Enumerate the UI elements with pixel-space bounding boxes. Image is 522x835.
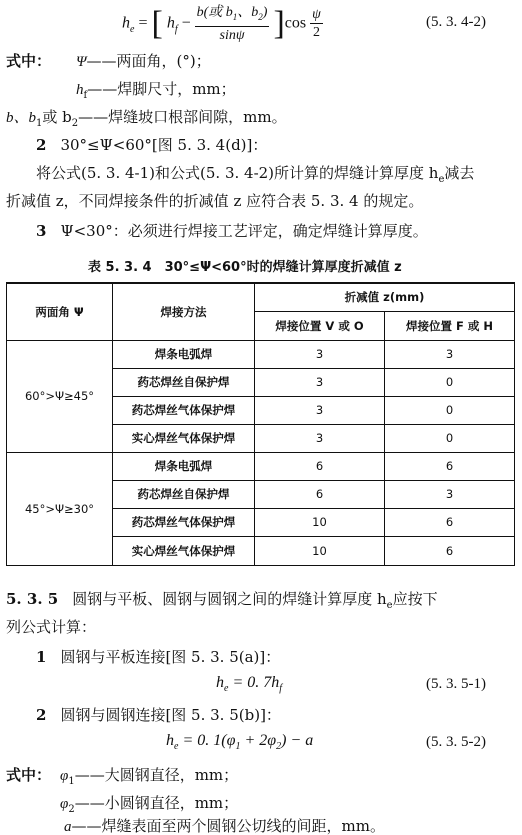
where2-item2 <box>60 792 238 815</box>
clause-2-body-line2: 折减值 z，不同焊接条件的折减值 z 应符合表 5. 3. 4 的规定。 <box>6 192 424 210</box>
hf-sub: f <box>83 90 88 101</box>
header-angle: 两面角 Ψ <box>7 283 113 340</box>
clause-2-body-end: 减去 <box>444 164 475 182</box>
table-row: 实心焊丝气体保护焊 <box>113 536 255 565</box>
eq-hf: h <box>166 14 175 32</box>
header-z: 折减值 z(mm) <box>255 283 515 311</box>
eq3-rhs3: ) − a <box>281 732 314 749</box>
eq3-rhs-sub2: 2 <box>276 741 282 753</box>
table-cell: 3 <box>255 424 385 452</box>
eq-fraction <box>195 4 270 44</box>
b-mid: 或 b <box>42 108 72 126</box>
a-symbol: a <box>64 819 72 835</box>
table-row: 药芯焊丝自保护焊 <box>113 480 255 508</box>
eq-num-end: ) <box>262 5 268 20</box>
where-label-2: 式中： <box>6 766 52 784</box>
table-row: 药芯焊丝气体保护焊 <box>113 396 255 424</box>
phi2-symbol: φ <box>60 796 69 812</box>
clause-2-text: 30°≤Ψ<60°[图 5. 3. 4(d)]： <box>60 136 268 154</box>
angle-group-1: 60°>Ψ≥45° <box>7 340 113 452</box>
where2-item1-text: ——大圆钢直径，mm； <box>74 766 239 784</box>
eq-number-1: (5. 3. 4-2) <box>426 14 486 30</box>
eq-number-2: (5. 3. 5-1) <box>426 676 486 692</box>
item-2 <box>36 704 281 725</box>
where2-item3-text: ——焊缝表面至两个圆钢公切线的间距，mm。 <box>71 817 385 835</box>
phi1-symbol: φ <box>60 768 69 784</box>
table-cell: 3 <box>255 396 385 424</box>
item-1-text: 圆钢与平板连接[图 5. 3. 5(a)]： <box>60 648 281 666</box>
section-5-3-5-line1 <box>6 588 438 611</box>
clause-3-number: 3 <box>36 222 47 240</box>
table-caption: 表 5. 3. 4 30°≤Ψ<60°时的焊缝计算厚度折减值 z <box>88 260 402 275</box>
eq-den: sinψ <box>219 27 245 43</box>
table-cell: 6 <box>385 508 515 536</box>
eq3-rhs2: + 2φ <box>240 732 277 749</box>
clause-3-text: Ψ<30°：必须进行焊接工艺评定，确定焊缝计算厚度。 <box>60 222 428 240</box>
item-1-number: 1 <box>36 648 47 666</box>
section-text1-end: 应按下 <box>392 590 438 608</box>
reduction-table <box>6 282 515 566</box>
he-sub-1: e <box>438 174 445 185</box>
where1-item3 <box>6 106 287 129</box>
table-cell: 6 <box>385 452 515 480</box>
table-cell: 0 <box>385 396 515 424</box>
eq-psi-fraction <box>310 6 323 41</box>
section-number: 5. 3. 5 <box>6 590 59 608</box>
clause-3 <box>36 220 428 241</box>
item-1 <box>36 646 280 667</box>
header-method: 焊接方法 <box>113 283 255 340</box>
table-cell: 10 <box>255 508 385 536</box>
eq-num-sub2: 2 <box>258 11 263 22</box>
table-cell: 10 <box>255 536 385 565</box>
b-sub1: 1 <box>36 118 43 129</box>
equation-5-3-4-2: $h_e$ = [ $h_f$ − $\frac{b(或 b_1、b_2)}{\sin\psi}$ ]cos $\frac{\psi}{2}$ <box>122 4 321 43</box>
equation-5-3-5-1 <box>216 674 282 694</box>
table-cell: 6 <box>255 452 385 480</box>
where-label: 式中： <box>6 52 52 70</box>
hf-symbol: h <box>76 82 84 98</box>
table-row: 药芯焊丝气体保护焊 <box>113 508 255 536</box>
b-sub2: 2 <box>71 118 79 129</box>
table-cell: 3 <box>385 480 515 508</box>
table-cell: 0 <box>385 368 515 396</box>
eq-lhs: h <box>122 14 130 32</box>
item-2-text: 圆钢与圆钢连接[图 5. 3. 5(b)]： <box>60 706 281 724</box>
table-cell: 3 <box>385 340 515 368</box>
equation-5-3-5-2 <box>166 732 313 752</box>
eq-number-3: (5. 3. 5-2) <box>426 734 486 750</box>
eq-two: 2 <box>312 25 320 41</box>
table-cell: 6 <box>385 536 515 565</box>
header-pos1: 焊接位置 V 或 O <box>255 311 385 340</box>
eq3-lhs-sub: e <box>174 741 179 753</box>
clause-2-body-text1: 将公式(5. 3. 4-1)和公式(5. 3. 4-2)所计算的焊缝计算厚度 h <box>36 164 439 182</box>
where1-item3-text: ——焊缝坡口根部间隙，mm。 <box>78 108 287 126</box>
item-2-number: 2 <box>36 706 47 724</box>
eq-num-sub1: 1 <box>232 11 238 22</box>
where1-item1-text: ——两面角，(°)； <box>86 52 211 70</box>
header-pos2: 焊接位置 F 或 H <box>385 311 515 340</box>
eq-psi: ψ <box>312 7 321 23</box>
phi2-sub: 2 <box>68 804 75 815</box>
psi-symbol: Ψ <box>76 54 87 70</box>
table-row: 实心焊丝气体保护焊 <box>113 424 255 452</box>
he-sub-2: e <box>386 600 393 611</box>
table-cell: 0 <box>385 424 515 452</box>
eq-cos: cos <box>284 14 307 32</box>
where1-item2 <box>76 78 236 101</box>
eq2-rhs: = 0. 7h <box>232 674 280 691</box>
eq-num-mid: 、b <box>237 5 259 20</box>
clause-2-number: 2 <box>36 136 47 154</box>
table-cell: 6 <box>255 480 385 508</box>
section-text1: 圆钢与平板、圆钢与圆钢之间的焊缝计算厚度 h <box>72 590 387 608</box>
table-cell: 3 <box>255 368 385 396</box>
table-row: 焊条电弧焊 <box>113 452 255 480</box>
eq2-rhs-sub: f <box>279 683 283 695</box>
where2-item2-text: ——小圆钢直径，mm； <box>74 794 239 812</box>
phi1-sub: 1 <box>68 776 75 787</box>
section-5-3-5-line2: 列公式计算： <box>6 618 97 636</box>
where2-item3 <box>64 818 385 835</box>
eq3-rhs-sub1: 1 <box>235 741 241 753</box>
eq3-rhs1: = 0. 1(φ <box>182 732 236 749</box>
b-symbol: b、b <box>6 110 37 126</box>
where1-item2-text: ——焊脚尺寸，mm； <box>87 80 236 98</box>
angle-group-2: 45°>Ψ≥30° <box>7 452 113 565</box>
eq-lhs-sub: e <box>130 23 135 35</box>
table-row: 药芯焊丝自保护焊 <box>113 368 255 396</box>
eq2-lhs: h <box>216 674 224 691</box>
clause-2 <box>36 134 267 155</box>
table-cell: 3 <box>255 340 385 368</box>
where1-item1 <box>76 50 211 71</box>
table-row: 焊条电弧焊 <box>113 340 255 368</box>
eq3-lhs: h <box>166 732 174 749</box>
clause-2-body-line1 <box>36 162 474 185</box>
where2-item1 <box>60 764 238 787</box>
eq-hf-sub: f <box>174 23 178 35</box>
eq2-lhs-sub: e <box>224 683 229 695</box>
eq-num: b(或 b <box>196 5 233 20</box>
